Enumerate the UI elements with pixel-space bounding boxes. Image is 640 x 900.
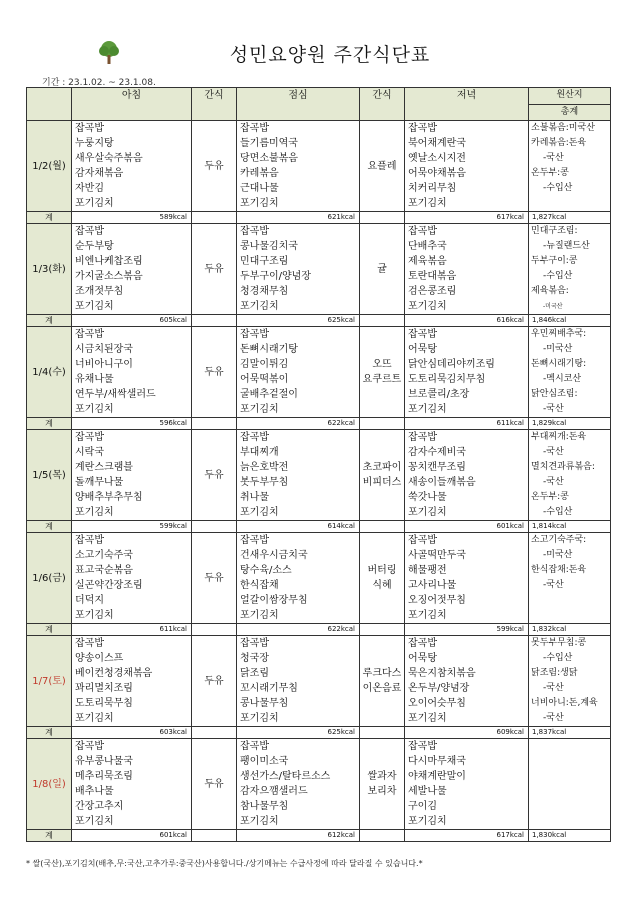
dinner-item: 포기김치 bbox=[408, 301, 447, 312]
origin-cell bbox=[529, 430, 611, 521]
breakfast-cell bbox=[72, 739, 192, 830]
snack2-kcal bbox=[360, 521, 405, 533]
header-dinner: 저녁 bbox=[405, 88, 529, 121]
dinner-item: 포기김치 bbox=[408, 404, 447, 415]
dinner-item: 잡곡밥 bbox=[408, 638, 437, 649]
dinner-item: 잡곡밥 bbox=[408, 123, 437, 134]
footer-note: * 쌀(국산),포기김치(배추,무:국산,고추가루:중국산)사용합니다./상기메뉴는 수급사정에 따라 달라질 수 있습니다.* bbox=[26, 859, 423, 868]
breakfast-item: 잡곡밥 bbox=[75, 226, 104, 237]
lunch-cell bbox=[237, 224, 360, 315]
breakfast-cell bbox=[72, 121, 192, 212]
day-row bbox=[27, 224, 611, 315]
snack1-cell: 두유 bbox=[192, 224, 237, 315]
lunch-cell bbox=[237, 430, 360, 521]
breakfast-item: 배추나물 bbox=[75, 786, 114, 797]
header-row bbox=[27, 88, 611, 121]
tree-logo-icon bbox=[98, 40, 120, 66]
breakfast-item: 조개젓무침 bbox=[75, 286, 124, 297]
lunch-item: 생선가스/탈타르소스 bbox=[240, 771, 331, 782]
dinner-cell bbox=[405, 430, 529, 521]
dinner-item: 야채계란말이 bbox=[408, 771, 466, 782]
breakfast-item: 감자채볶음 bbox=[75, 168, 124, 179]
origin-item: 못두부무침:콩 bbox=[531, 638, 587, 648]
origin-item: 온두부:콩 bbox=[531, 168, 569, 178]
lunch-kcal: 612kcal bbox=[237, 830, 360, 842]
breakfast-item: 너비아니구이 bbox=[75, 359, 133, 370]
breakfast-cell bbox=[72, 327, 192, 418]
origin-item: -미국산 bbox=[543, 344, 573, 354]
total-kcal: 1,837kcal bbox=[529, 727, 611, 739]
sum-label: 계 bbox=[27, 830, 72, 842]
origin-item: 카레볶음:돈육 bbox=[531, 138, 587, 148]
lunch-item: 봇두부무침 bbox=[240, 477, 289, 488]
dinner-cell bbox=[405, 327, 529, 418]
dinner-kcal: 611kcal bbox=[405, 418, 529, 430]
dinner-item: 묵은지참치볶음 bbox=[408, 668, 476, 679]
lunch-item: 참나물무침 bbox=[240, 801, 289, 812]
breakfast-item: 도토리묵무침 bbox=[75, 698, 133, 709]
breakfast-cell bbox=[72, 224, 192, 315]
breakfast-item: 포기김치 bbox=[75, 301, 114, 312]
corner-cell bbox=[27, 88, 72, 121]
day-row bbox=[27, 739, 611, 830]
lunch-cell bbox=[237, 636, 360, 727]
lunch-item: 두부구이/양념장 bbox=[240, 271, 311, 282]
lunch-cell bbox=[237, 121, 360, 212]
dinner-kcal: 609kcal bbox=[405, 727, 529, 739]
lunch-item: 당면소불볶음 bbox=[240, 153, 298, 164]
breakfast-kcal: 599kcal bbox=[72, 521, 192, 533]
breakfast-item: 시락국 bbox=[75, 447, 104, 458]
lunch-item: 포기김치 bbox=[240, 507, 279, 518]
day-row bbox=[27, 121, 611, 212]
dinner-item: 구이김 bbox=[408, 801, 437, 812]
dinner-kcal: 601kcal bbox=[405, 521, 529, 533]
breakfast-item: 가지굴소스볶음 bbox=[75, 271, 143, 282]
origin-item: -국산 bbox=[543, 477, 564, 487]
dinner-item: 어묵탕 bbox=[408, 344, 437, 355]
origin-item: 닭조림:생닭 bbox=[531, 668, 578, 678]
dinner-item: 도토리묵김치무침 bbox=[408, 374, 486, 385]
snack1-kcal bbox=[192, 624, 237, 636]
breakfast-item: 양배추부추무침 bbox=[75, 492, 143, 503]
lunch-item: 어묵떡볶이 bbox=[240, 374, 289, 385]
header-snack2: 간식 bbox=[360, 88, 405, 121]
lunch-item: 취나물 bbox=[240, 492, 269, 503]
dinner-item: 잡곡밥 bbox=[408, 535, 437, 546]
lunch-item: 포기김치 bbox=[240, 713, 279, 724]
breakfast-item: 자반김 bbox=[75, 183, 104, 194]
origin-item: 소불볶음:미국산 bbox=[531, 123, 595, 133]
snack1-cell: 두유 bbox=[192, 430, 237, 521]
dinner-kcal: 616kcal bbox=[405, 315, 529, 327]
origin-cell bbox=[529, 636, 611, 727]
lunch-item: 포기김치 bbox=[240, 404, 279, 415]
origin-item: 너비아니:돈,계육 bbox=[531, 698, 598, 708]
breakfast-item: 포기김치 bbox=[75, 610, 114, 621]
snack2-cell: 초코파이 비피더스 bbox=[360, 430, 405, 521]
kcal-row bbox=[27, 315, 611, 327]
snack1-cell: 두유 bbox=[192, 533, 237, 624]
day-label: 1/5(목) bbox=[27, 430, 72, 521]
period-label: 기간 : 23.1.02. ~ 23.1.08. bbox=[42, 78, 156, 88]
sum-label: 계 bbox=[27, 212, 72, 224]
lunch-kcal: 622kcal bbox=[237, 418, 360, 430]
lunch-item: 김말이튀김 bbox=[240, 359, 289, 370]
lunch-item: 포기김치 bbox=[240, 301, 279, 312]
header-lunch: 점심 bbox=[237, 88, 360, 121]
origin-item: -멕시코산 bbox=[543, 374, 582, 384]
dinner-cell bbox=[405, 739, 529, 830]
snack2-kcal bbox=[360, 727, 405, 739]
origin-item: -미국산 bbox=[543, 303, 563, 310]
breakfast-kcal: 596kcal bbox=[72, 418, 192, 430]
lunch-item: 잡곡밥 bbox=[240, 123, 269, 134]
snack1-cell: 두유 bbox=[192, 636, 237, 727]
origin-item: -국산 bbox=[543, 404, 564, 414]
dinner-item: 검은콩조림 bbox=[408, 286, 457, 297]
header-origin: 원산지 bbox=[529, 88, 610, 105]
lunch-cell bbox=[237, 533, 360, 624]
snack2-cell: 쌀과자 보리차 bbox=[360, 739, 405, 830]
dinner-item: 꽁치캔무조림 bbox=[408, 462, 466, 473]
dinner-item: 닭안심데리야끼조림 bbox=[408, 359, 495, 370]
breakfast-item: 포기김치 bbox=[75, 198, 114, 209]
snack2-kcal bbox=[360, 418, 405, 430]
breakfast-kcal: 601kcal bbox=[72, 830, 192, 842]
origin-item: -국산 bbox=[543, 153, 564, 163]
dinner-item: 포기김치 bbox=[408, 713, 447, 724]
total-kcal: 1,814kcal bbox=[529, 521, 611, 533]
origin-item: -국산 bbox=[543, 713, 564, 723]
dinner-item: 어묵야채볶음 bbox=[408, 168, 466, 179]
kcal-row bbox=[27, 624, 611, 636]
total-kcal: 1,829kcal bbox=[529, 418, 611, 430]
day-label: 1/4(수) bbox=[27, 327, 72, 418]
dinner-item: 브로콜리/초장 bbox=[408, 389, 470, 400]
menu-body bbox=[27, 121, 611, 842]
breakfast-cell bbox=[72, 636, 192, 727]
breakfast-item: 메추리묵조림 bbox=[75, 771, 133, 782]
lunch-item: 잡곡밥 bbox=[240, 741, 269, 752]
lunch-item: 콩나물무침 bbox=[240, 698, 289, 709]
lunch-item: 꼬시래기무침 bbox=[240, 683, 298, 694]
day-label: 1/2(월) bbox=[27, 121, 72, 212]
lunch-item: 포기김치 bbox=[240, 610, 279, 621]
origin-cell bbox=[529, 224, 611, 315]
snack2-cell: 버터링 식혜 bbox=[360, 533, 405, 624]
breakfast-cell bbox=[72, 430, 192, 521]
breakfast-item: 돌깨무나물 bbox=[75, 477, 124, 488]
breakfast-item: 간장고추지 bbox=[75, 801, 124, 812]
origin-item: -수입산 bbox=[543, 653, 573, 663]
total-kcal: 1,830kcal bbox=[529, 830, 611, 842]
breakfast-item: 누룽지탕 bbox=[75, 138, 114, 149]
lunch-item: 잡곡밥 bbox=[240, 535, 269, 546]
dinner-item: 포기김치 bbox=[408, 610, 447, 621]
lunch-cell bbox=[237, 739, 360, 830]
dinner-item: 오이어슷무침 bbox=[408, 698, 466, 709]
lunch-kcal: 621kcal bbox=[237, 212, 360, 224]
lunch-item: 감자으깸샐러드 bbox=[240, 786, 308, 797]
day-label: 1/7(토) bbox=[27, 636, 72, 727]
day-row bbox=[27, 327, 611, 418]
lunch-item: 잡곡밥 bbox=[240, 432, 269, 443]
dinner-kcal: 617kcal bbox=[405, 830, 529, 842]
snack1-kcal bbox=[192, 212, 237, 224]
day-label: 1/8(일) bbox=[27, 739, 72, 830]
total-kcal: 1,846kcal bbox=[529, 315, 611, 327]
origin-item: 두부구이:콩 bbox=[531, 256, 578, 266]
dinner-item: 새송이들깨볶음 bbox=[408, 477, 476, 488]
day-row bbox=[27, 533, 611, 624]
breakfast-item: 베이컨청경채볶음 bbox=[75, 668, 153, 679]
day-row bbox=[27, 636, 611, 727]
breakfast-cell bbox=[72, 533, 192, 624]
origin-cell bbox=[529, 327, 611, 418]
lunch-item: 탕수육/소스 bbox=[240, 565, 292, 576]
origin-item: 온두부:콩 bbox=[531, 492, 569, 502]
snack2-cell: 요플레 bbox=[360, 121, 405, 212]
dinner-item: 사골떡만두국 bbox=[408, 550, 466, 561]
dinner-item: 잡곡밥 bbox=[408, 329, 437, 340]
lunch-item: 청경채무침 bbox=[240, 286, 289, 297]
origin-item: -뉴질랜드산 bbox=[543, 241, 590, 251]
origin-item: 한식잡채:돈육 bbox=[531, 565, 587, 575]
lunch-item: 민대구조림 bbox=[240, 256, 289, 267]
lunch-kcal: 625kcal bbox=[237, 727, 360, 739]
breakfast-item: 포기김치 bbox=[75, 713, 114, 724]
origin-cell bbox=[529, 739, 611, 830]
origin-item: 멸치견과류볶음: bbox=[531, 462, 595, 472]
snack1-kcal bbox=[192, 315, 237, 327]
breakfast-item: 잡곡밥 bbox=[75, 329, 104, 340]
origin-item: -수입산 bbox=[543, 507, 573, 517]
breakfast-item: 잡곡밥 bbox=[75, 432, 104, 443]
lunch-item: 팽이미소국 bbox=[240, 756, 289, 767]
dinner-item: 어묵탕 bbox=[408, 653, 437, 664]
origin-item: -수입산 bbox=[543, 271, 573, 281]
sum-label: 계 bbox=[27, 418, 72, 430]
breakfast-item: 잡곡밥 bbox=[75, 535, 104, 546]
dinner-item: 잡곡밥 bbox=[408, 226, 437, 237]
header-origin-total bbox=[529, 88, 611, 121]
lunch-item: 얼갈이쌈장무침 bbox=[240, 595, 308, 606]
breakfast-item: 시금치된장국 bbox=[75, 344, 133, 355]
lunch-item: 굴배추겉절이 bbox=[240, 389, 298, 400]
origin-item: -국산 bbox=[543, 447, 564, 457]
breakfast-kcal: 605kcal bbox=[72, 315, 192, 327]
breakfast-item: 순두부탕 bbox=[75, 241, 114, 252]
breakfast-item: 잡곡밥 bbox=[75, 123, 104, 134]
day-label: 1/3(화) bbox=[27, 224, 72, 315]
origin-item: 제육볶음: bbox=[531, 286, 569, 296]
dinner-item: 단배추국 bbox=[408, 241, 447, 252]
lunch-cell bbox=[237, 327, 360, 418]
lunch-kcal: 614kcal bbox=[237, 521, 360, 533]
origin-cell bbox=[529, 121, 611, 212]
dinner-item: 감자수제비국 bbox=[408, 447, 466, 458]
kcal-row bbox=[27, 212, 611, 224]
dinner-item: 쑥갓나물 bbox=[408, 492, 447, 503]
lunch-item: 잡곡밥 bbox=[240, 638, 269, 649]
snack1-kcal bbox=[192, 830, 237, 842]
breakfast-item: 포기김치 bbox=[75, 507, 114, 518]
snack2-kcal bbox=[360, 212, 405, 224]
origin-item: 부대찌개:돈육 bbox=[531, 432, 587, 442]
dinner-cell bbox=[405, 224, 529, 315]
lunch-kcal: 622kcal bbox=[237, 624, 360, 636]
lunch-item: 청국장 bbox=[240, 653, 269, 664]
breakfast-item: 연두부/새싹샐러드 bbox=[75, 389, 156, 400]
origin-item: 돈뼈시래기탕: bbox=[531, 359, 587, 369]
breakfast-item: 소고기숙주국 bbox=[75, 550, 133, 561]
header-snack1: 간식 bbox=[192, 88, 237, 121]
dinner-item: 잡곡밥 bbox=[408, 432, 437, 443]
total-kcal: 1,827kcal bbox=[529, 212, 611, 224]
snack2-cell: 오뜨 요쿠르트 bbox=[360, 327, 405, 418]
lunch-item: 한식잡채 bbox=[240, 580, 279, 591]
dinner-item: 오징어젓무침 bbox=[408, 595, 466, 606]
snack1-cell: 두유 bbox=[192, 327, 237, 418]
snack1-kcal bbox=[192, 727, 237, 739]
lunch-item: 돈뼈시래기탕 bbox=[240, 344, 298, 355]
dinner-item: 토란대볶음 bbox=[408, 271, 457, 282]
origin-cell bbox=[529, 533, 611, 624]
breakfast-item: 더덕지 bbox=[75, 595, 104, 606]
dinner-cell bbox=[405, 533, 529, 624]
breakfast-item: 비엔나케찹조림 bbox=[75, 256, 143, 267]
dinner-item: 온두부/양념장 bbox=[408, 683, 470, 694]
lunch-item: 근대나물 bbox=[240, 183, 279, 194]
lunch-item: 닭조림 bbox=[240, 668, 269, 679]
lunch-item: 콩나물김치국 bbox=[240, 241, 298, 252]
breakfast-item: 계란스크램블 bbox=[75, 462, 133, 473]
dinner-item: 해물팽전 bbox=[408, 565, 447, 576]
lunch-item: 들기름미역국 bbox=[240, 138, 298, 149]
dinner-kcal: 617kcal bbox=[405, 212, 529, 224]
snack2-kcal bbox=[360, 315, 405, 327]
origin-item: 소고기숙주국: bbox=[531, 535, 587, 545]
dinner-item: 제육볶음 bbox=[408, 256, 447, 267]
lunch-item: 잡곡밥 bbox=[240, 226, 269, 237]
dinner-item: 포기김치 bbox=[408, 816, 447, 827]
snack1-cell: 두유 bbox=[192, 739, 237, 830]
breakfast-item: 포기김치 bbox=[75, 404, 114, 415]
kcal-row bbox=[27, 418, 611, 430]
lunch-item: 잡곡밥 bbox=[240, 329, 269, 340]
dinner-item: 포기김치 bbox=[408, 507, 447, 518]
breakfast-kcal: 603kcal bbox=[72, 727, 192, 739]
breakfast-item: 양송이스프 bbox=[75, 653, 124, 664]
dinner-item: 옛날소시지전 bbox=[408, 153, 466, 164]
breakfast-item: 잡곡밥 bbox=[75, 638, 104, 649]
dinner-item: 고사리나물 bbox=[408, 580, 457, 591]
breakfast-item: 꽈리멸치조림 bbox=[75, 683, 133, 694]
kcal-row bbox=[27, 521, 611, 533]
dinner-kcal: 599kcal bbox=[405, 624, 529, 636]
origin-item: -미국산 bbox=[543, 550, 573, 560]
breakfast-item: 표고국순볶음 bbox=[75, 565, 133, 576]
breakfast-item: 실곤약간장조림 bbox=[75, 580, 143, 591]
page-title: 성민요양원 주간식단표 bbox=[229, 44, 431, 66]
snack1-kcal bbox=[192, 521, 237, 533]
lunch-item: 건새우시금치국 bbox=[240, 550, 308, 561]
dinner-item: 치커리무침 bbox=[408, 183, 457, 194]
lunch-item: 카레볶음 bbox=[240, 168, 279, 179]
dinner-item: 포기김치 bbox=[408, 198, 447, 209]
sum-label: 계 bbox=[27, 727, 72, 739]
sum-label: 계 bbox=[27, 624, 72, 636]
dinner-cell bbox=[405, 121, 529, 212]
breakfast-item: 새우살숙주볶음 bbox=[75, 153, 143, 164]
dinner-cell bbox=[405, 636, 529, 727]
kcal-row bbox=[27, 830, 611, 842]
lunch-item: 부대찌개 bbox=[240, 447, 279, 458]
dinner-item: 다시마무채국 bbox=[408, 756, 466, 767]
breakfast-item: 잡곡밥 bbox=[75, 741, 104, 752]
breakfast-item: 포기김치 bbox=[75, 816, 114, 827]
lunch-item: 포기김치 bbox=[240, 198, 279, 209]
lunch-item: 포기김치 bbox=[240, 816, 279, 827]
origin-item: 닭안심조림: bbox=[531, 389, 578, 399]
snack2-kcal bbox=[360, 830, 405, 842]
snack1-cell: 두유 bbox=[192, 121, 237, 212]
origin-item: 민대구조림: bbox=[531, 226, 578, 236]
dinner-item: 북어채계란국 bbox=[408, 138, 466, 149]
weekly-menu-table bbox=[26, 87, 611, 842]
header-total: 총계 bbox=[560, 106, 579, 117]
header-breakfast: 아침 bbox=[72, 88, 192, 121]
origin-item: -수입산 bbox=[543, 183, 573, 193]
dinner-item: 세발나물 bbox=[408, 786, 447, 797]
snack2-cell: 귤 bbox=[360, 224, 405, 315]
lunch-kcal: 625kcal bbox=[237, 315, 360, 327]
breakfast-item: 유부콩나물국 bbox=[75, 756, 133, 767]
breakfast-kcal: 611kcal bbox=[72, 624, 192, 636]
origin-item: -국산 bbox=[543, 580, 564, 590]
dinner-item: 잡곡밥 bbox=[408, 741, 437, 752]
lunch-item: 늙은호박전 bbox=[240, 462, 289, 473]
day-row bbox=[27, 430, 611, 521]
origin-item: -국산 bbox=[543, 683, 564, 693]
breakfast-kcal: 589kcal bbox=[72, 212, 192, 224]
kcal-row bbox=[27, 727, 611, 739]
total-kcal: 1,832kcal bbox=[529, 624, 611, 636]
origin-item: 우민찌배추국: bbox=[531, 329, 587, 339]
sum-label: 계 bbox=[27, 315, 72, 327]
breakfast-item: 유채나물 bbox=[75, 374, 114, 385]
sum-label: 계 bbox=[27, 521, 72, 533]
snack2-cell: 루크다스 이온음료 bbox=[360, 636, 405, 727]
snack1-kcal bbox=[192, 418, 237, 430]
day-label: 1/6(금) bbox=[27, 533, 72, 624]
snack2-kcal bbox=[360, 624, 405, 636]
